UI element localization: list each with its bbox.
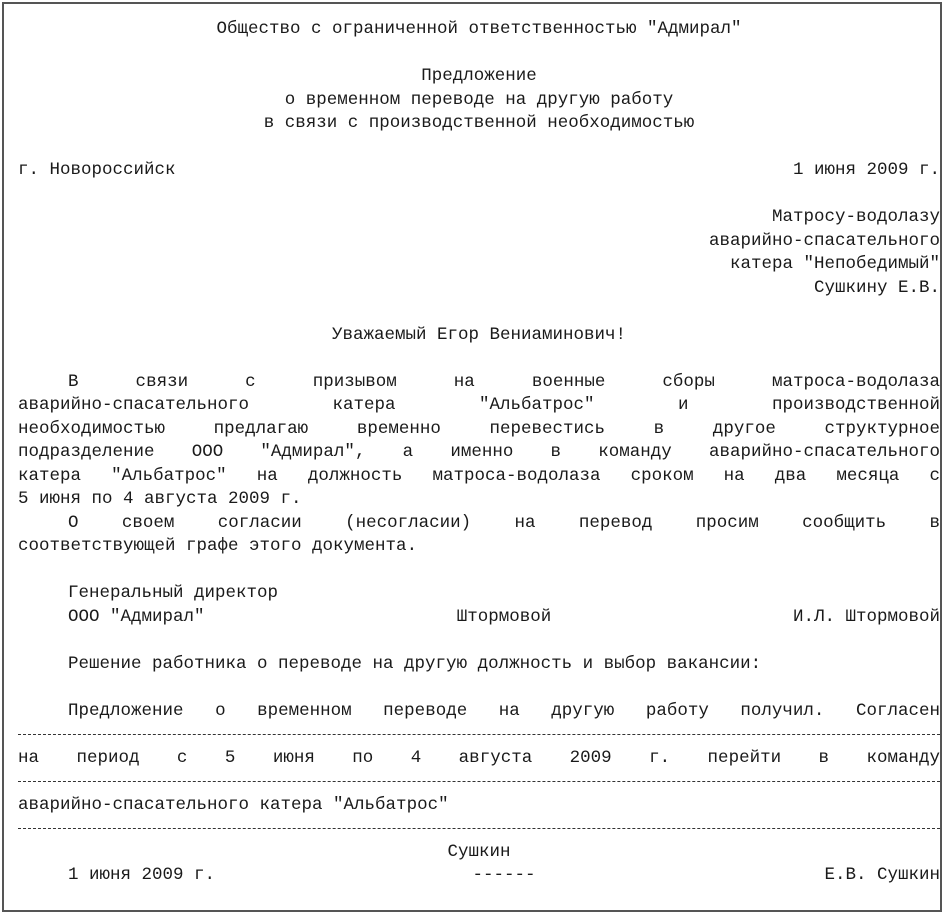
spacer bbox=[18, 676, 940, 700]
company-name: Общество с ограниченной ответственностью "Адмирал" bbox=[216, 19, 742, 39]
document-title: Предложение bbox=[421, 66, 537, 86]
director-name: И.Л. Штормовой bbox=[792, 606, 940, 627]
addressee-line-4: Сушкину Е.В. bbox=[813, 277, 940, 298]
decision-heading: Решение работника о переводе на другую должность и выбор вакансии: bbox=[68, 653, 762, 674]
dashed-separator bbox=[18, 817, 940, 841]
dashed-line bbox=[18, 781, 940, 782]
place-date-row bbox=[18, 159, 940, 183]
paragraph-2-line: О своем согласии (несогласии) на перевод просим сообщить в bbox=[68, 512, 940, 533]
employee-signature-row bbox=[18, 864, 940, 888]
spacer bbox=[18, 300, 940, 324]
director-position-2: ООО "Адмирал" bbox=[68, 606, 205, 627]
paragraph-1-line: необходимостью предлагаю временно перевестись в другое структурное bbox=[18, 418, 940, 439]
director-signature-row bbox=[18, 606, 940, 630]
dashed-line bbox=[18, 734, 940, 735]
addressee-line-1: Матросу-водолазу bbox=[771, 207, 940, 227]
document-subtitle-1: о временном переводе на другую работу bbox=[284, 89, 674, 110]
salutation: Уважаемый Егор Вениаминович! bbox=[331, 324, 627, 345]
dashed-separator bbox=[18, 770, 940, 794]
signature-dashes: ------ bbox=[472, 865, 536, 885]
dashed-separator bbox=[18, 723, 940, 747]
city: г. Новороссийск bbox=[18, 160, 176, 180]
spacer bbox=[18, 559, 940, 583]
decision-line-3: аварийно-спасательного катера "Альбатрос" bbox=[18, 794, 449, 815]
spacer bbox=[18, 183, 940, 207]
paragraph-1-line: В связи с призывом на военные сборы матроса-водолаза bbox=[68, 371, 940, 392]
document-date: 1 июня 2009 г. bbox=[792, 160, 940, 180]
dashed-line bbox=[18, 828, 940, 829]
decision-line-1: Предложение о временном переводе на другую работу получил. Согласен bbox=[68, 700, 940, 721]
document-body bbox=[18, 18, 940, 888]
paragraph-1-line: подразделение ООО "Адмирал", а именно в команду аварийно-спасательного bbox=[18, 442, 940, 462]
paragraph-2-line: соответствующей графе этого документа. bbox=[18, 536, 418, 556]
decision-line-2: на период с 5 июня по 4 августа 2009 г. перейти в команду bbox=[18, 747, 940, 768]
paragraph-1-line: 5 июня по 4 августа 2009 г. bbox=[18, 489, 302, 509]
spacer bbox=[18, 42, 940, 66]
spacer bbox=[18, 347, 940, 371]
employee-signature: Сушкин bbox=[447, 841, 511, 862]
paragraph-1-line: аварийно-спасательного катера "Альбатрос" и производственной bbox=[18, 395, 940, 415]
addressee-line-2: аварийно-спасательного bbox=[708, 230, 940, 251]
director-signature: Штормовой bbox=[456, 606, 552, 627]
employee-date: 1 июня 2009 г. bbox=[68, 865, 216, 885]
paragraph-1-line: катера "Альбатрос" на должность матроса-водолаза сроком на два месяца с bbox=[18, 465, 940, 486]
employee-name: Е.В. Сушкин bbox=[824, 865, 940, 885]
spacer bbox=[18, 629, 940, 653]
director-position-1: Генеральный директор bbox=[68, 583, 279, 603]
addressee-line-3: катера "Непобедимый" bbox=[729, 254, 940, 274]
document-frame bbox=[2, 2, 942, 912]
spacer bbox=[18, 136, 940, 160]
document-subtitle-2: в связи с производственной необходимостью bbox=[263, 113, 695, 133]
